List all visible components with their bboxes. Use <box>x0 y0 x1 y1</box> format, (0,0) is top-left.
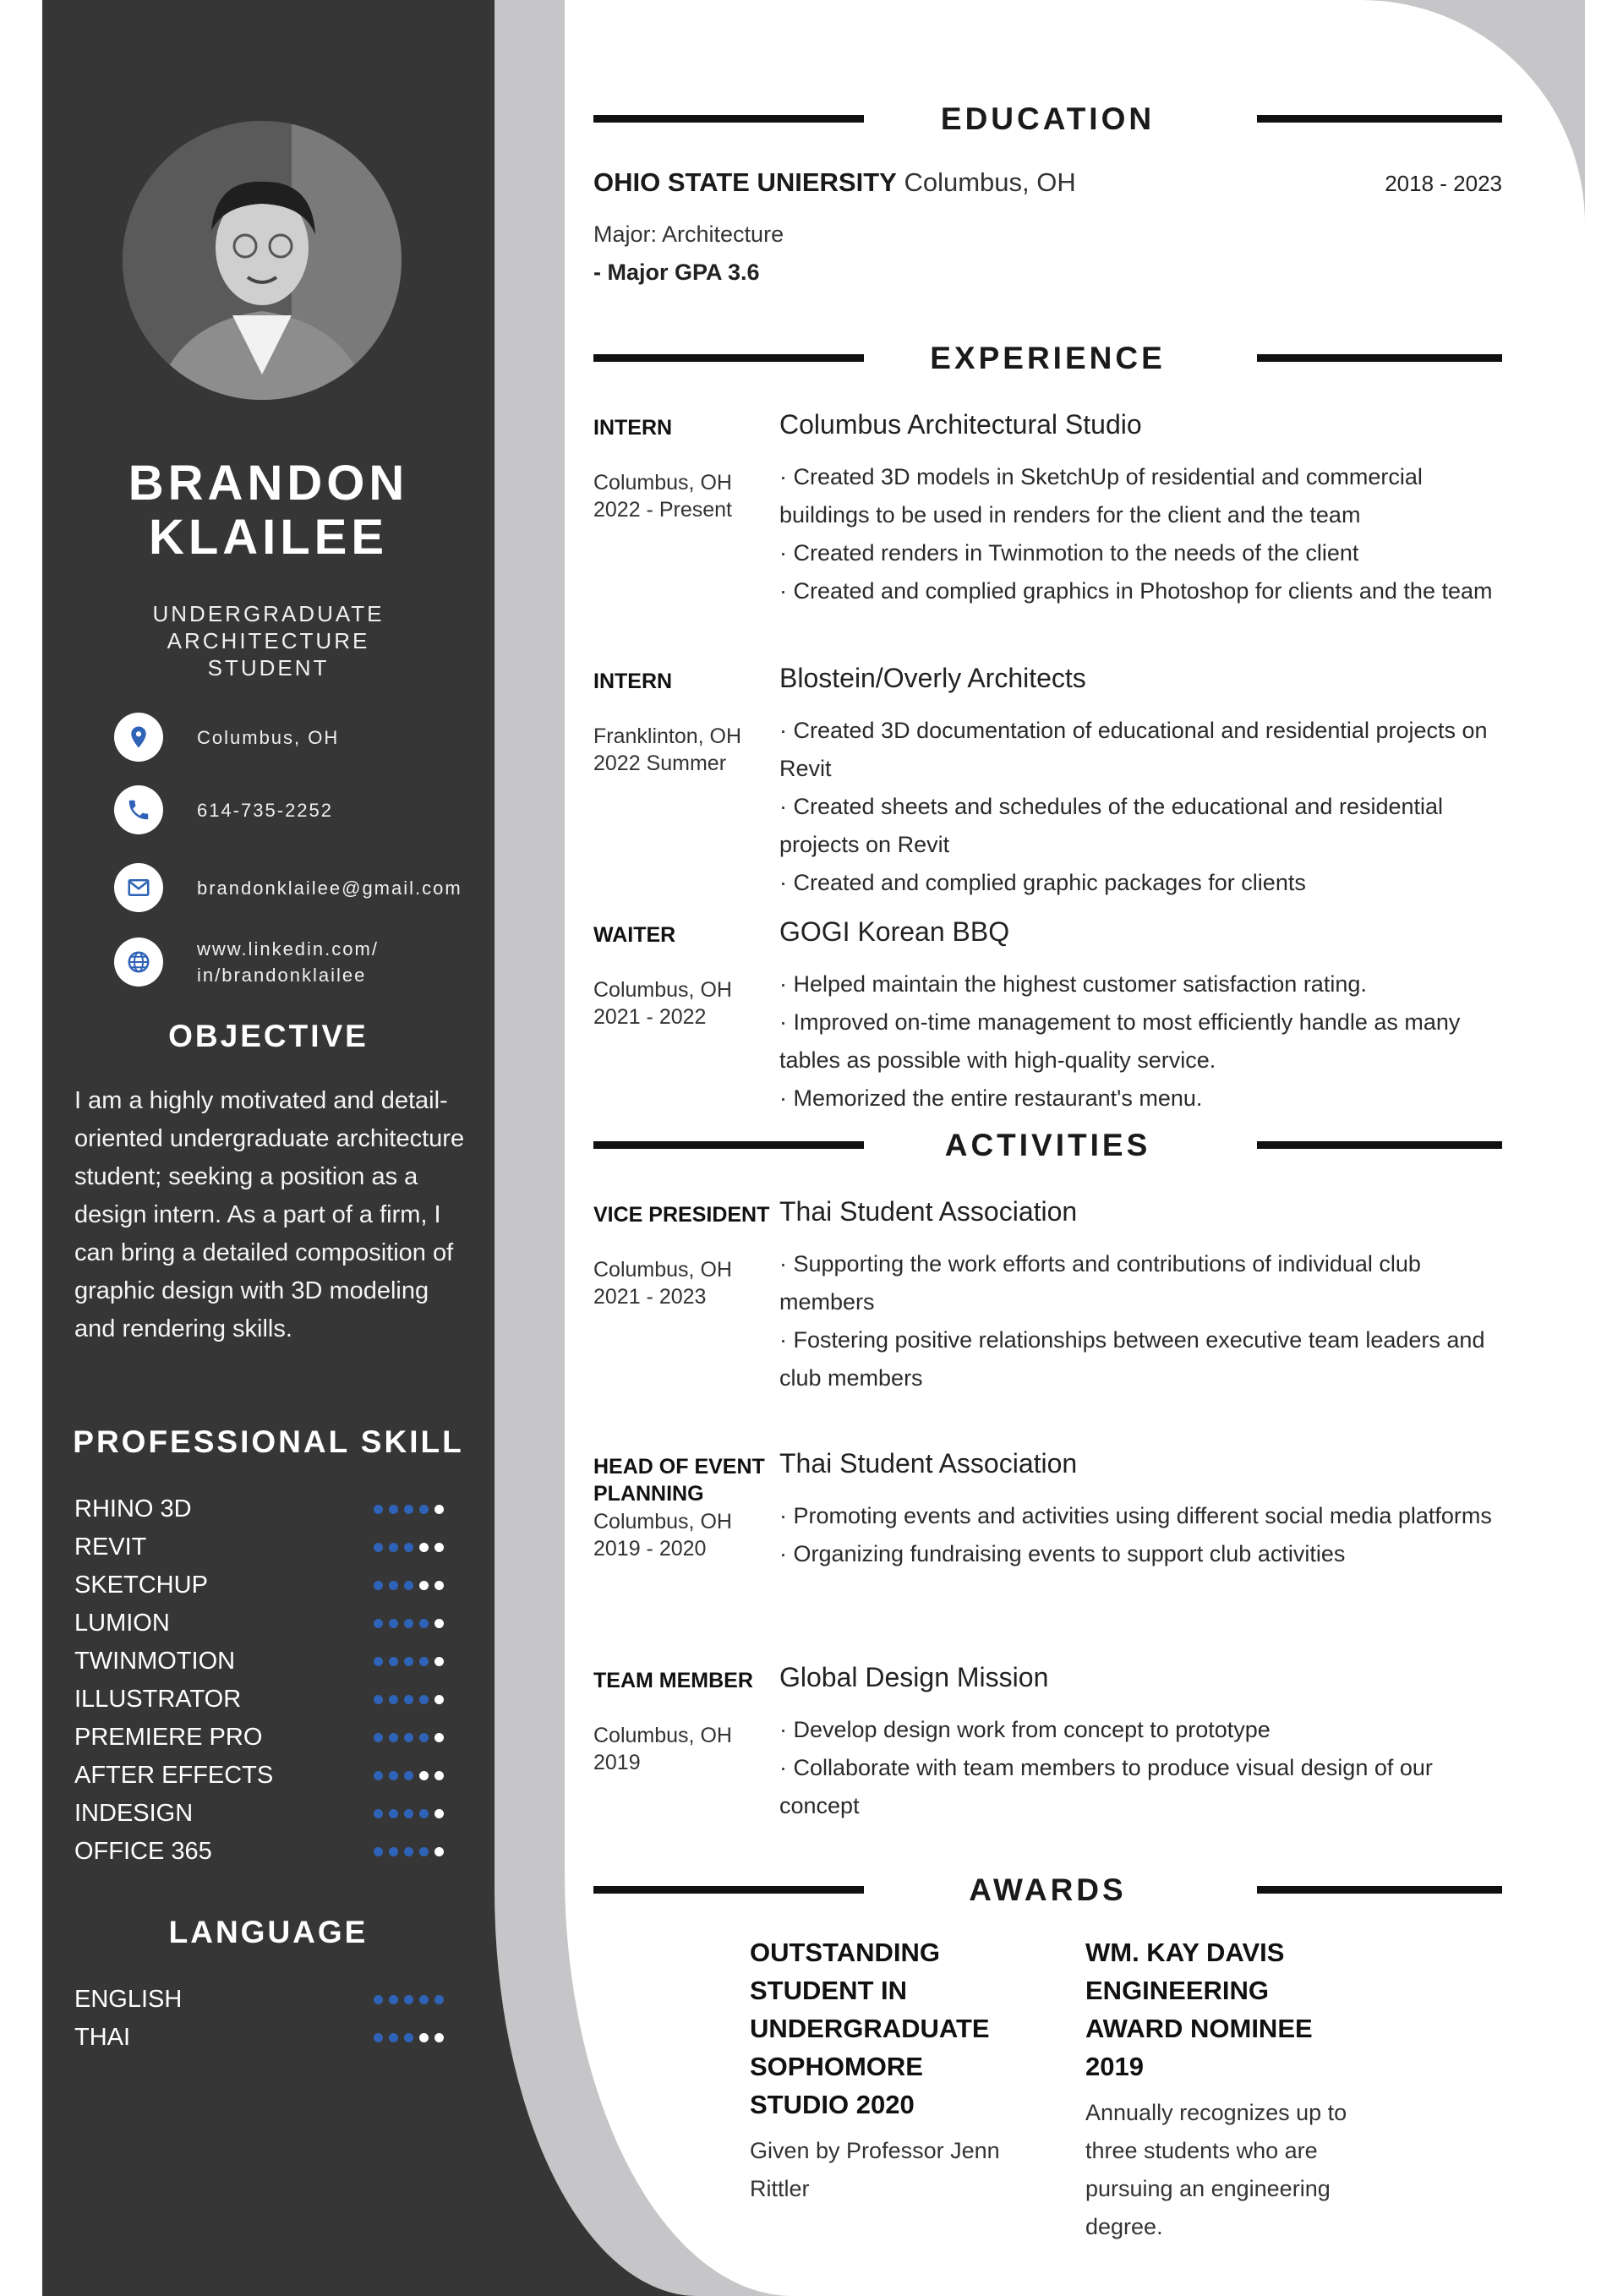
entry-organization: Thai Student Association <box>779 1448 1078 1479</box>
entry-location-dates: Columbus, OH 2019 <box>593 1724 732 1774</box>
rating-dot-filled <box>389 1543 398 1552</box>
entry-role: WAITER <box>593 923 676 947</box>
entry-location-dates: Columbus, OH 2021 - 2022 <box>593 978 732 1029</box>
entry-bullets <box>779 1497 1502 1573</box>
rating-dot-empty <box>434 1543 444 1552</box>
rating-dot-filled <box>419 1695 429 1704</box>
rating-dot-filled <box>389 1733 398 1742</box>
rating-dot-filled <box>389 1581 398 1590</box>
rating-dot-filled <box>374 2033 383 2042</box>
rating-dot-filled <box>404 1543 413 1552</box>
rating-dot-filled <box>434 1995 444 2004</box>
skill-name: INDESIGN <box>74 1800 194 1827</box>
section-title: ACTIVITIES <box>944 1128 1151 1162</box>
entry-organization: GOGI Korean BBQ <box>779 916 1010 947</box>
header-rule <box>1257 354 1502 362</box>
bullet-item: · Created renders in Twinmotion to the needs of the client <box>779 540 1359 566</box>
first-name: BRANDON <box>128 456 409 511</box>
header-rule <box>1257 1886 1502 1894</box>
language-row <box>74 2019 472 2057</box>
language-rating <box>374 2033 472 2042</box>
skill-rating <box>374 1581 472 1590</box>
language-row <box>74 1981 472 2019</box>
rating-dot-filled <box>374 1771 383 1780</box>
rating-dot-filled <box>374 1581 383 1590</box>
entry-role: VICE PRESIDENT <box>593 1203 770 1227</box>
education-major: Major: Architecture <box>593 221 784 247</box>
bullet-item: · Created and complied graphic packages for clients <box>779 870 1306 895</box>
skill-rating <box>374 1505 472 1514</box>
education-header <box>593 95 1502 137</box>
language-name: ENGLISH <box>74 1986 183 2013</box>
skills-heading: PROFESSIONAL SKILL <box>73 1424 464 1459</box>
language-list <box>74 1981 472 2057</box>
objective-text: I am a highly motivated and detail-oriented undergraduate architecture student; seeking a position as a design intern. As a part of a firm, I can bring a detailed composition of graphic design with 3D modeling and rendering skills. <box>74 1087 465 1342</box>
rating-dot-filled <box>419 1847 429 1856</box>
rating-dot-empty <box>434 1581 444 1590</box>
rating-dot-empty <box>434 1695 444 1704</box>
rating-dot-filled <box>374 1543 383 1552</box>
skill-row <box>74 1528 472 1566</box>
bullet-item: · Improved on-time management to most efficiently handle as many tables as possible with high-quality service. <box>779 1009 1461 1073</box>
envelope-icon <box>114 863 163 912</box>
phone-text[interactable]: 614-735-2252 <box>197 799 334 821</box>
experience-header <box>593 334 1502 376</box>
rating-dot-filled <box>389 1695 398 1704</box>
award-title: WM. KAY DAVIS ENGINEERING AWARD NOMINEE 2019 <box>1085 1938 1313 2081</box>
section-title: AWARDS <box>969 1872 1127 1907</box>
globe-icon <box>114 938 163 987</box>
education-gpa: - Major GPA 3.6 <box>593 260 760 285</box>
header-rule <box>1257 1141 1502 1149</box>
entry-location-dates: Columbus, OH 2021 - 2023 <box>593 1258 732 1309</box>
entry-bullets <box>779 458 1502 610</box>
rating-dot-filled <box>389 1809 398 1818</box>
bullet-item: · Helped maintain the highest customer satisfaction rating. <box>779 971 1367 997</box>
bullet-item: · Memorized the entire restaurant's menu. <box>779 1085 1203 1111</box>
rating-dot-empty <box>434 1505 444 1514</box>
portrait-image <box>123 121 402 400</box>
skill-row <box>74 1490 472 1528</box>
section-title: EDUCATION <box>940 101 1156 136</box>
rating-dot-filled <box>374 1733 383 1742</box>
rating-dot-filled <box>374 1657 383 1666</box>
skill-rating <box>374 1695 472 1704</box>
education-school-line <box>593 167 1076 198</box>
skill-row <box>74 1566 472 1604</box>
entry-organization: Global Design Mission <box>779 1662 1049 1692</box>
skill-row <box>74 1719 472 1757</box>
language-name: THAI <box>74 2024 131 2051</box>
skill-row <box>74 1681 472 1719</box>
skill-name: LUMION <box>74 1610 170 1637</box>
rating-dot-empty <box>419 2033 429 2042</box>
bullet-item: · Fostering positive relationships between executive team leaders and club members <box>779 1327 1485 1391</box>
contact-location <box>114 713 339 762</box>
entry-organization: Columbus Architectural Studio <box>779 409 1142 440</box>
rating-dot-empty <box>419 1543 429 1552</box>
skill-row <box>74 1795 472 1833</box>
bullet-item: · Supporting the work efforts and contributions of individual club members <box>779 1251 1421 1315</box>
entry-bullets <box>779 965 1502 1118</box>
skill-name: SKETCHUP <box>74 1572 208 1599</box>
rating-dot-filled <box>404 1695 413 1704</box>
rating-dot-filled <box>419 1505 429 1514</box>
job-title: UNDERGRADUATE ARCHITECTURE STUDENT <box>152 601 385 681</box>
phone-icon <box>114 785 163 834</box>
header-rule <box>1257 115 1502 123</box>
rating-dot-filled <box>419 1619 429 1628</box>
location-text: Columbus, OH <box>197 726 340 748</box>
entry-role: INTERN <box>593 670 673 693</box>
entry-bullets <box>779 712 1502 902</box>
skill-rating <box>374 1733 472 1742</box>
rating-dot-filled <box>419 1809 429 1818</box>
contact-website <box>114 936 379 988</box>
full-name <box>42 456 495 565</box>
skill-row <box>74 1643 472 1681</box>
award-item <box>1085 1933 1364 2246</box>
page-margin <box>1585 0 1623 2296</box>
entry-organization: Thai Student Association <box>779 1196 1078 1227</box>
activities-header <box>593 1121 1502 1163</box>
skill-name: TWINMOTION <box>74 1648 236 1675</box>
rating-dot-filled <box>389 1505 398 1514</box>
rating-dot-empty <box>434 1847 444 1856</box>
rating-dot-filled <box>404 1733 413 1742</box>
language-heading: LANGUAGE <box>168 1915 369 1949</box>
entry-role: INTERN <box>593 416 673 440</box>
skill-row <box>74 1604 472 1643</box>
rating-dot-empty <box>434 1771 444 1780</box>
rating-dot-filled <box>404 1809 413 1818</box>
rating-dot-empty <box>434 1619 444 1628</box>
skill-rating <box>374 1809 472 1818</box>
skill-rating <box>374 1657 472 1666</box>
award-description: Given by Professor Jenn Rittler <box>750 2138 1000 2201</box>
rating-dot-filled <box>374 1995 383 2004</box>
bullet-item: · Created 3D documentation of educational and residential projects on Revit <box>779 718 1488 781</box>
skill-rating <box>374 1619 472 1628</box>
rating-dot-filled <box>419 1995 429 2004</box>
entry-location-dates: Franklinton, OH 2022 Summer <box>593 724 742 775</box>
rating-dot-filled <box>404 1619 413 1628</box>
rating-dot-filled <box>374 1809 383 1818</box>
bullet-item: · Created 3D models in SketchUp of residential and commercial buildings to be used in renders for the client and the team <box>779 464 1423 528</box>
rating-dot-filled <box>404 1995 413 2004</box>
award-item <box>750 1933 1029 2208</box>
rating-dot-filled <box>374 1847 383 1856</box>
contact-email <box>114 863 462 912</box>
skill-list <box>74 1490 472 1871</box>
bullet-item: · Collaborate with team members to produce visual design of our concept <box>779 1755 1433 1818</box>
website-text[interactable]: www.linkedin.com/ in/brandonklailee <box>197 938 379 986</box>
rating-dot-empty <box>434 1657 444 1666</box>
entry-role: HEAD OF EVENT PLANNING <box>593 1455 765 1506</box>
rating-dot-filled <box>389 2033 398 2042</box>
education-years: 2018 - 2023 <box>1385 171 1502 196</box>
rating-dot-filled <box>419 1657 429 1666</box>
rating-dot-filled <box>404 1505 413 1514</box>
contact-phone <box>114 785 333 834</box>
rating-dot-empty <box>434 1733 444 1742</box>
entry-organization: Blostein/Overly Architects <box>779 663 1086 693</box>
bullet-item: · Created and complied graphics in Photoshop for clients and the team <box>779 578 1493 604</box>
last-name: KLAILEE <box>148 510 389 565</box>
skill-rating <box>374 1847 472 1856</box>
sidebar <box>42 0 495 2296</box>
email-text[interactable]: brandonklailee@gmail.com <box>197 877 462 899</box>
bullet-item: · Organizing fundraising events to support club activities <box>779 1541 1346 1566</box>
entry-bullets <box>779 1711 1502 1825</box>
award-description: Annually recognizes up to three students who are pursuing an engineering degree. <box>1085 2100 1347 2239</box>
skill-name: RHINO 3D <box>74 1495 192 1522</box>
skill-name: OFFICE 365 <box>74 1838 212 1865</box>
school-city: Columbus, OH <box>904 167 1076 197</box>
rating-dot-empty <box>419 1771 429 1780</box>
entry-location-dates: Columbus, OH 2019 - 2020 <box>593 1510 732 1561</box>
bullet-item: · Created sheets and schedules of the educational and residential projects on Revit <box>779 794 1444 857</box>
rating-dot-empty <box>434 2033 444 2042</box>
skill-row <box>74 1757 472 1795</box>
entry-location-dates: Columbus, OH 2022 - Present <box>593 471 732 522</box>
bullet-item: · Develop design work from concept to prototype <box>779 1717 1271 1742</box>
language-rating <box>374 1995 472 2004</box>
rating-dot-filled <box>389 1847 398 1856</box>
skill-name: ILLUSTRATOR <box>74 1686 242 1713</box>
school-name: OHIO STATE UNIERSITY <box>593 167 897 197</box>
rating-dot-filled <box>419 1733 429 1742</box>
entry-bullets <box>779 1245 1502 1397</box>
rating-dot-filled <box>374 1695 383 1704</box>
rating-dot-filled <box>404 1847 413 1856</box>
skill-rating <box>374 1543 472 1552</box>
profile-photo <box>123 121 402 400</box>
awards-header <box>593 1866 1502 1908</box>
skill-row <box>74 1833 472 1871</box>
rating-dot-filled <box>404 2033 413 2042</box>
skill-name: PREMIERE PRO <box>74 1724 263 1751</box>
bullet-item: · Promoting events and activities using different social media platforms <box>779 1503 1492 1528</box>
skill-name: AFTER EFFECTS <box>74 1762 274 1789</box>
main-content <box>593 0 1502 2296</box>
objective-heading: OBJECTIVE <box>168 1019 369 1053</box>
entry-role: TEAM MEMBER <box>593 1669 753 1692</box>
rating-dot-filled <box>389 1657 398 1666</box>
rating-dot-filled <box>374 1505 383 1514</box>
rating-dot-filled <box>374 1619 383 1628</box>
rating-dot-filled <box>389 1995 398 2004</box>
award-title: OUTSTANDING STUDENT IN UNDERGRADUATE SOPHOMORE STUDIO 2020 <box>750 1938 990 2119</box>
skill-name: REVIT <box>74 1533 147 1561</box>
section-title: EXPERIENCE <box>930 341 1166 375</box>
skill-rating <box>374 1771 472 1780</box>
rating-dot-filled <box>404 1771 413 1780</box>
rating-dot-filled <box>404 1581 413 1590</box>
rating-dot-filled <box>389 1619 398 1628</box>
rating-dot-empty <box>419 1581 429 1590</box>
rating-dot-filled <box>404 1657 413 1666</box>
location-pin-icon <box>114 713 163 762</box>
rating-dot-filled <box>389 1771 398 1780</box>
rating-dot-empty <box>434 1809 444 1818</box>
